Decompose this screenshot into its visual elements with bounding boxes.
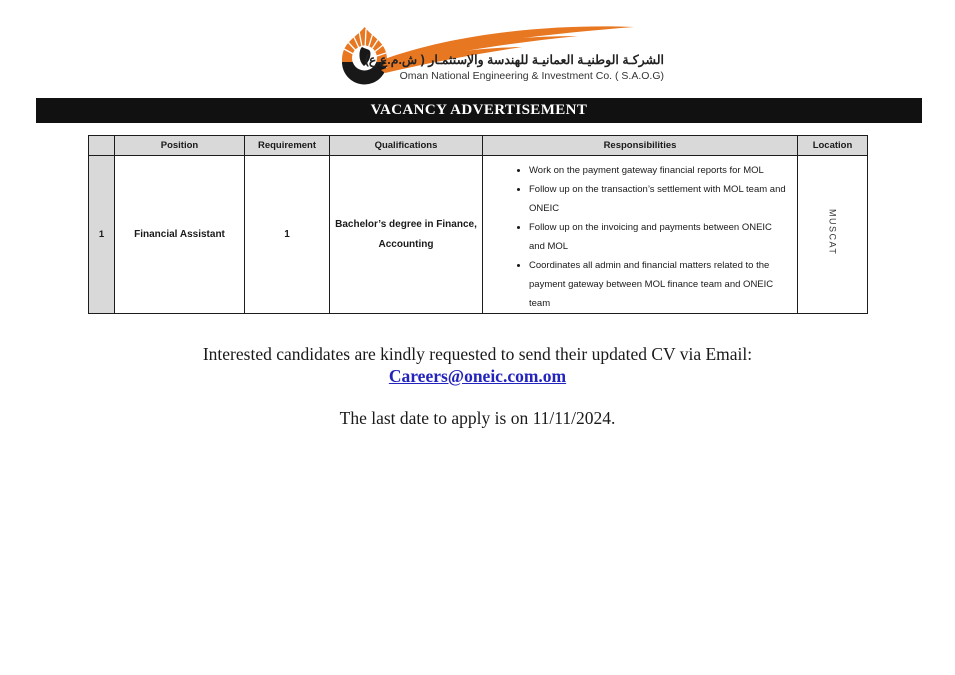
cta-text: Interested candidates are kindly requested to send their updated CV via Email: [202,344,753,364]
company-name-english: Oman National Engineering & Investment Co. ( S.A.O.G) [399,70,664,82]
responsibility-item: • Follow up on the transaction’s settlement with MOL team and ONEIC [529,180,787,218]
email-link[interactable]: Careers@oneic.com.om [388,366,567,386]
header-cell-requirement: Requirement [245,136,330,156]
responsibilities-cell [483,156,798,314]
table-header-row [89,136,868,156]
qualifications-cell: Bachelor’s degree in Finance, Accounting [330,156,483,314]
table-row [89,156,868,314]
responsibility-item: • Coordinates all admin and financial matters related to the payment gateway between MOL finance team and ONEIC team [529,256,787,313]
location-label: MUSCAT [827,208,838,256]
position-cell: Financial Assistant [115,156,245,314]
header-cell-responsibilities: Responsibilities [483,136,798,156]
header-cell-index [89,136,115,156]
vacancy-banner [36,98,922,123]
header-cell-location: Location [798,136,868,156]
company-name-arabic: الشركـة الوطنيـة العمانيـة للهندسة والإستثمـار ( ش.م.ع.ع) [364,53,664,67]
banner-title: VACANCY ADVERTISEMENT [370,102,588,118]
location-cell [798,156,868,314]
header-cell-position: Position [115,136,245,156]
responsibility-item: • Follow up on the invoicing and payments between ONEIC and MOL [529,218,787,256]
vacancy-table [88,135,868,314]
header-cell-qualifications: Qualifications [330,136,483,156]
deadline-text: The last date to apply is on 11/11/2024. [339,408,616,428]
requirement-cell: 1 [245,156,330,314]
responsibility-item: • Work on the payment gateway financial reports for MOL [529,161,787,180]
company-logo [336,24,666,90]
row-number-cell: 1 [89,156,115,314]
responsibilities-list [483,161,797,313]
email-line [0,366,955,387]
logo-swoosh-graphic [380,24,636,76]
